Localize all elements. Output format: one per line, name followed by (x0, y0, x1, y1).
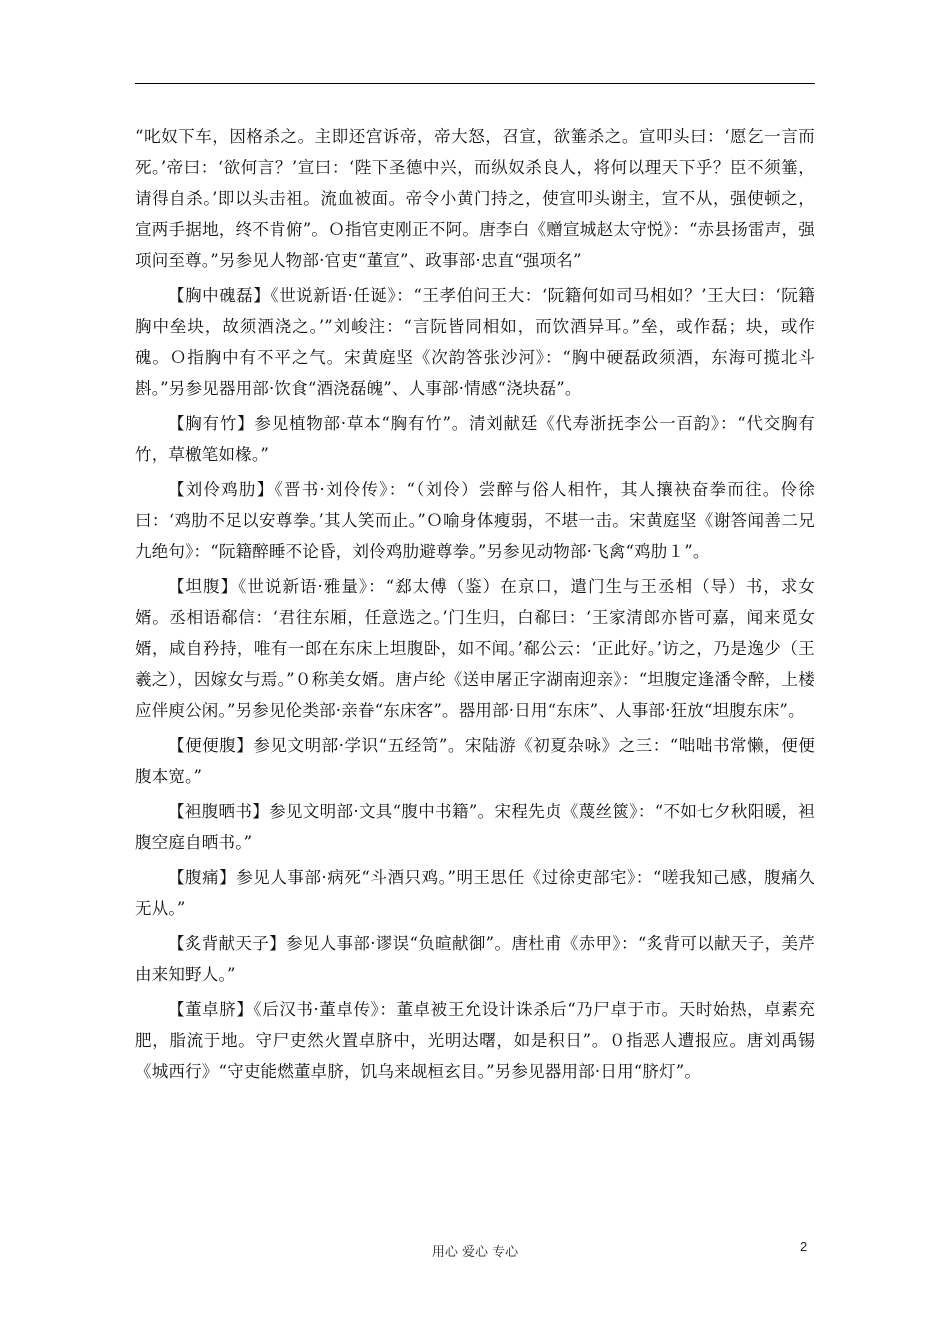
entry-head: 【腹痛】 (168, 868, 237, 887)
entry-body: “叱奴下车，因格杀之。主即还宫诉帝，帝大怒，召宣，欲箠杀之。宣叩头曰：‘愿乞一言而死。’帝曰：‘欲何言？’宣曰：‘陛下圣德中兴，而纵奴杀良人，将何以理天下乎？臣不须箠，请得自杀。’即以头击祖。流血被面。帝令小黄门持之，使宣叩头谢主，宣不从，强使顿之，宣两手据地，终不肯俯”。Ｏ指官吏刚正不阿。唐李白《赠宣城赵太守悦》：“赤县扬雷声，强项问至尊。”另参见人物部·官吏“董宣”、政事部·忠直“强项名” (135, 127, 815, 270)
paragraph (135, 474, 815, 567)
entry-body: 参见文明部·文具“腹中书籍”。宋程先贞《蔑丝篋》：“不如七夕秋阳暖，袒腹空庭自晒书。” (135, 802, 815, 852)
paragraph (135, 928, 815, 990)
entry-head: 【刘伶鸡肋】 (168, 480, 275, 499)
paragraph (135, 121, 815, 276)
footer-motto: 用心 爱心 专心 (431, 1245, 519, 1260)
entry-body: 参见植物部·草本“胸有竹”。清刘献廷《代寿浙抚李公一百韵》：“代交胸有竹，草檄笔如椽。” (135, 414, 816, 464)
entry-body: 参见人事部·谬误“负暄献御”。唐杜甫《赤甲》：“炙背可以献天子，美芹由来知野人。” (135, 934, 815, 984)
paragraph (135, 730, 815, 792)
document-body (135, 121, 815, 1087)
header-rule (135, 83, 815, 84)
entry-head: 【董卓脐】 (168, 1000, 254, 1019)
entry-body: 《世说新语·雅量》：“郄太傅（鉴）在京口，遣门生与王丞相（导）书，求女婿。丞相语郗信：‘君往东厢，任意选之。’门生归，白郗曰：‘王家清郎亦皆可嘉，闻来觅女婿，咸自矜持，唯有一郎在东床上坦腹卧，如不闻。’郗公云：‘正此好。’访之，乃是逸少（王羲之），因嫁女与焉。”０称美女婿。唐卢纶《送申屠正字湖南迎亲》：“坦腹定逢潘令醉，上楼应伴庾公闲。”另参见伦类部·亲眷“东床客”。器用部·日用“东床”、人事部·狂放“坦腹东床”。 (135, 577, 815, 720)
paragraph (135, 280, 815, 404)
paragraph (135, 796, 815, 858)
entry-body: 参见文明部·学识“五经笥”。宋陆游《初夏杂咏》之三：“咄咄书常懒，便便腹本宽。” (135, 736, 815, 786)
entry-body: 《晋书·刘伶传》：“（刘伶）尝醉与俗人相忤，其人攘袂奋拳而往。伶徐曰：‘鸡肋不足以安尊拳。’其人笑而止。”Ｏ喻身体瘦弱，不堪一击。宋黄庭坚《谢答闻善二兄九绝句》：“阮籍醉睡不论昏，刘伶鸡肋避尊拳。”另参见动物部·飞禽“鸡肋１”。 (135, 480, 816, 561)
entry-body: 《世说新语·任诞》：“王孝伯问王大：‘阮籍何如司马相如？’王大曰：‘阮籍胸中垒块，故须酒浇之。’”刘峻注：“言阮皆同相如，而饮酒异耳。”垒，或作磊；块，或作磈。Ｏ指胸中有不平之气。宋黄庭坚《次韵答张沙河》：“胸中硬磊政须酒，东海可揽北斗斟。”另参见器用部·饮食“酒浇磊魄”、人事部·情感“浇块磊”。 (135, 286, 815, 398)
entry-head: 【坦腹】 (168, 577, 239, 596)
page-number: 2 (800, 1239, 808, 1254)
paragraph (135, 862, 815, 924)
paragraph (135, 571, 815, 726)
entry-head: 【袒腹晒书】 (168, 802, 270, 821)
entry-body: 参见人事部·病死“斗酒只鸡。”明王思任《过徐吏部宅》：“嗟我知己感，腹痛久无从。” (135, 868, 815, 918)
entry-body: 《后汉书·董卓传》：董卓被王允设计诛杀后“乃尸卓于市。天时始热，卓素充肥，脂流于地。守尸吏然火置卓脐中，光明达曙，如是积日”。０指恶人遭报应。唐刘禹锡《城西行》“守吏能燃董卓脐，饥乌来觇桓玄目。”另参见器用部·日用“脐灯”。 (135, 1000, 815, 1081)
paragraph (135, 994, 815, 1087)
paragraph (135, 408, 815, 470)
entry-head: 【便便腹】 (168, 736, 254, 755)
entry-head: 【炙背献天子】 (168, 934, 286, 953)
entry-head: 【胸有竹】 (168, 414, 255, 433)
entry-head: 【胸中磈磊】 (168, 286, 271, 305)
